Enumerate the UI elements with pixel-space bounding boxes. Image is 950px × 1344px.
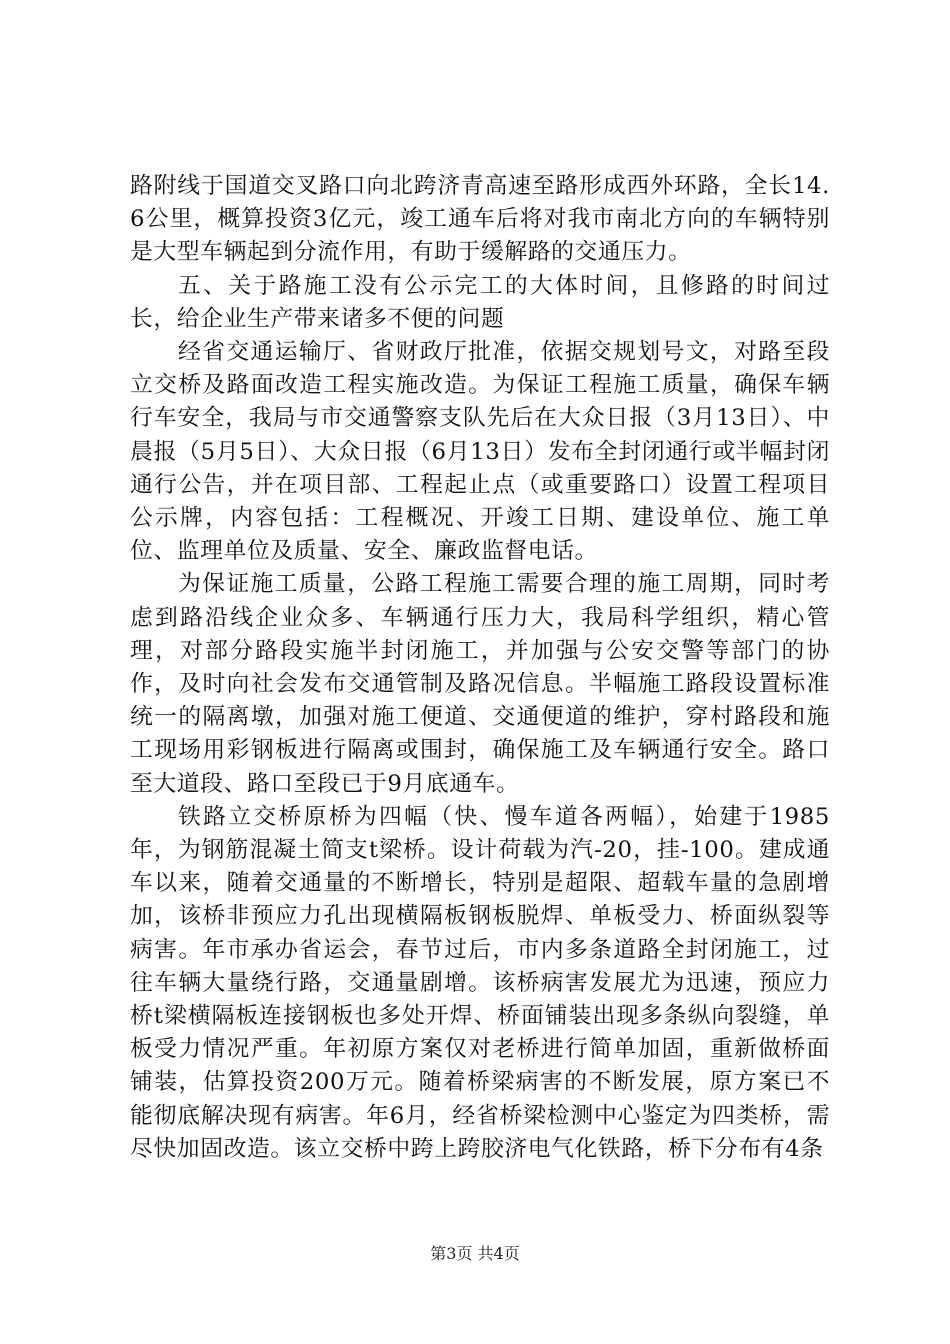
section-heading-five: 五、关于路施工没有公示完工的大体时间，且修路的时间过长，给企业生产带来诸多不便的问题 (130, 272, 830, 332)
paragraph-approval: 经省交通运输厅、省财政厅批准，依据交规划号文，对路至段立交桥及路面改造工程实施改造。为保证工程施工质量，确保车辆行车安全，我局与市交通警察支队先后在大众日报（3月13日）、中晨报（5月5日）、大众日报（6月13日）发布全封闭通行或半幅封闭通行公告，并在项目部、工程起止点（或重要路口）设置工程项目公示牌，内容包括：工程概况、开竣工日期、建设单位、施工单位、监理单位及质量、安全、廉政监督电话。 (130, 339, 830, 565)
paragraph-construction-quality: 为保证施工质量，公路工程施工需要合理的施工周期，同时考虑到路沿线企业众多、车辆通行压力大，我局科学组织，精心管理，对部分路段实施半封闭施工，并加强与公安交警等部门的协作，及时向社会发布交通管制及路况信息。半幅施工路段设置标准统一的隔离墩，加强对施工便道、交通便道的维护，穿村路段和施工现场用彩钢板进行隔离或围封，确保施工及车辆通行安全。路口至大道段、路口至段已于9月底通车。 (130, 571, 830, 797)
page-footer: 第3页 共4页 (430, 1244, 520, 1263)
paragraph-railway-bridge: 铁路立交桥原桥为四幅（快、慢车道各两幅），始建于1985年，为钢筋混凝土简支t梁桥。设计荷载为汽-20，挂-100。建成通车以来，随着交通量的不断增长，特别是超限、超载车量的急剧增加，该桥非预应力孔出现横隔板钢板脱焊、单板受力、桥面纵裂等病害。年市承办省运会，春节过后，市内多条道路全封闭施工，过往车辆大量绕行路，交通量剧增。该桥病害发展尤为迅速，预应力桥t梁横隔板连接钢板也多处开焊、桥面铺装出现多条纵向裂缝，单板受力情况严重。年初原方案仅对老桥进行简单加固，重新做桥面铺装，估算投资200万元。随着桥梁病害的不断发展，原方案已不能彻底解决现有病害。年6月，经省桥梁检测中心鉴定为四类桥，需尽快加固改造。该立交桥中跨上跨胶济电气化铁路，桥下分布有4条 (130, 803, 830, 1162)
document-body (130, 170, 830, 1166)
paragraph-continued: 路附线于国道交叉路口向北跨济青高速至路形成西外环路，全长14.6公里，概算投资3亿元，竣工通车后将对我市南北方向的车辆特别是大型车辆起到分流作用，有助于缓解路的交通压力。 (130, 173, 830, 266)
